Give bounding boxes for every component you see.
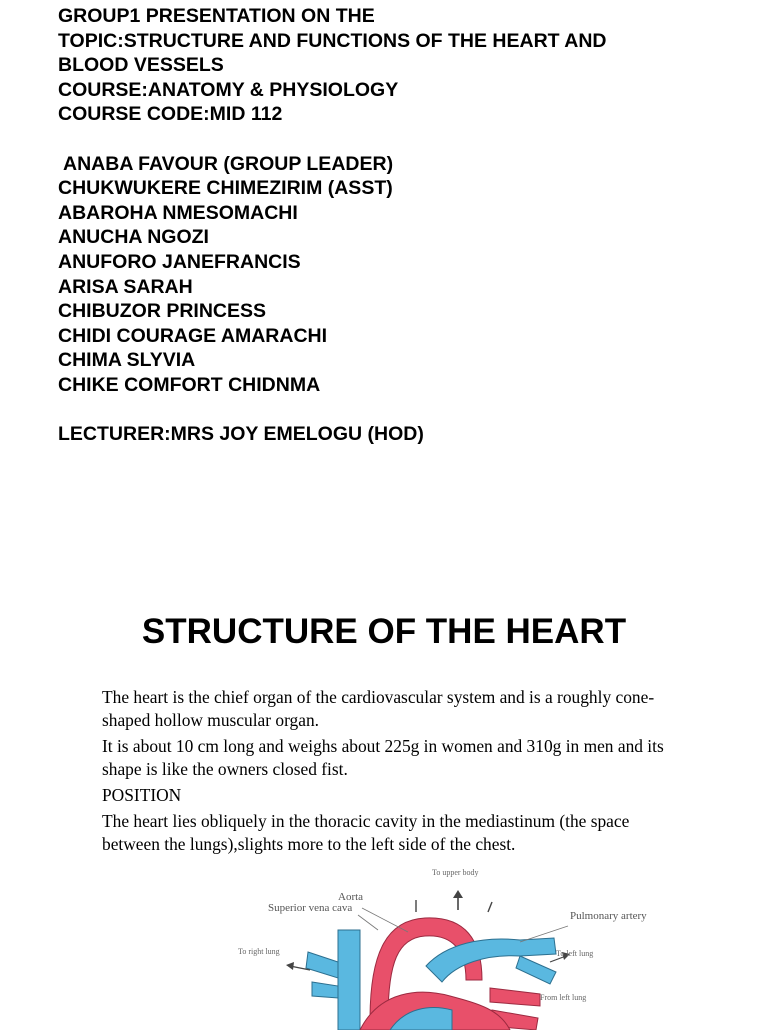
section-heading: POSITION	[102, 785, 182, 805]
member-name: CHIKE COMFORT CHIDNMA	[58, 373, 321, 396]
title-slide	[0, 0, 768, 446]
slide-body	[102, 686, 682, 859]
superior-vena-cava-shape	[338, 930, 360, 1030]
topic-line-continued: BLOOD VESSELS	[58, 54, 224, 77]
aorta-leader	[362, 908, 408, 932]
right-pulmonary-artery-shape	[306, 952, 338, 978]
member-name: ANUCHA NGOZI	[58, 226, 209, 249]
label-from-left-lung: From left lung	[540, 993, 587, 1002]
label-to-upper-body: To upper body	[432, 868, 479, 877]
member-name: CHIBUZOR PRINCESS	[58, 300, 267, 323]
member-name: CHUKWUKERE CHIMEZIRIM (ASST)	[58, 177, 393, 200]
label-to-right-lung: To right lung	[238, 947, 280, 956]
spacer	[58, 127, 738, 152]
content-slide	[0, 590, 768, 1024]
label-pulmonary-artery: Pulmonary artery	[570, 910, 647, 922]
paragraph: It is about 10 cm long and weighs about 225g in women and 310g in men and its shape is like the owners closed fist.	[102, 736, 664, 779]
slide-title: STRUCTURE OF THE HEART	[141, 612, 627, 651]
lecturer-line: LECTURER:MRS JOY EMELOGU (HOD)	[58, 423, 424, 446]
course-line: COURSE:ANATOMY & PHYSIOLOGY	[58, 78, 399, 101]
title-slide-text	[58, 4, 738, 447]
left-pulmonary-branch	[516, 956, 556, 984]
course-code-line: COURSE CODE:MID 112	[58, 103, 283, 126]
topic-line: TOPIC:STRUCTURE AND FUNCTIONS OF THE HEART AND	[58, 29, 607, 52]
svc-leader	[358, 915, 378, 930]
paragraph: The heart is the chief organ of the cardiovascular system and is a roughly cone-shaped hollow muscular organ.	[102, 687, 655, 730]
right-pulmonary-artery-lower	[312, 982, 338, 998]
member-name: ANUFORO JANEFRANCIS	[58, 250, 301, 273]
presentation-heading: GROUP1 PRESENTATION ON THE	[58, 5, 375, 27]
member-name: CHIMA SLYVIA	[58, 349, 196, 372]
arrow-up-head	[453, 890, 463, 898]
arrow-up-right	[488, 902, 492, 912]
member-name: ANABA FAVOUR (GROUP LEADER)	[63, 152, 394, 175]
member-name: CHIDI COURAGE AMARACHI	[58, 324, 328, 347]
member-name: ARISA SARAH	[58, 275, 193, 298]
label-superior-vena-cava: Superior vena cava	[268, 902, 353, 914]
member-name: ABAROHA NMESOMACHI	[58, 201, 298, 224]
label-to-left-lung: To left lung	[556, 949, 594, 958]
heart-diagram	[220, 870, 670, 1030]
arrow-to-right-lung-head	[286, 962, 294, 970]
paragraph: The heart lies obliquely in the thoracic cavity in the mediastinum (the space between the lungs),slights more to the left side of the chest.	[102, 811, 630, 854]
left-pulmonary-vein-shape	[490, 988, 540, 1006]
spacer	[58, 398, 738, 423]
label-aorta: Aorta	[338, 891, 364, 903]
